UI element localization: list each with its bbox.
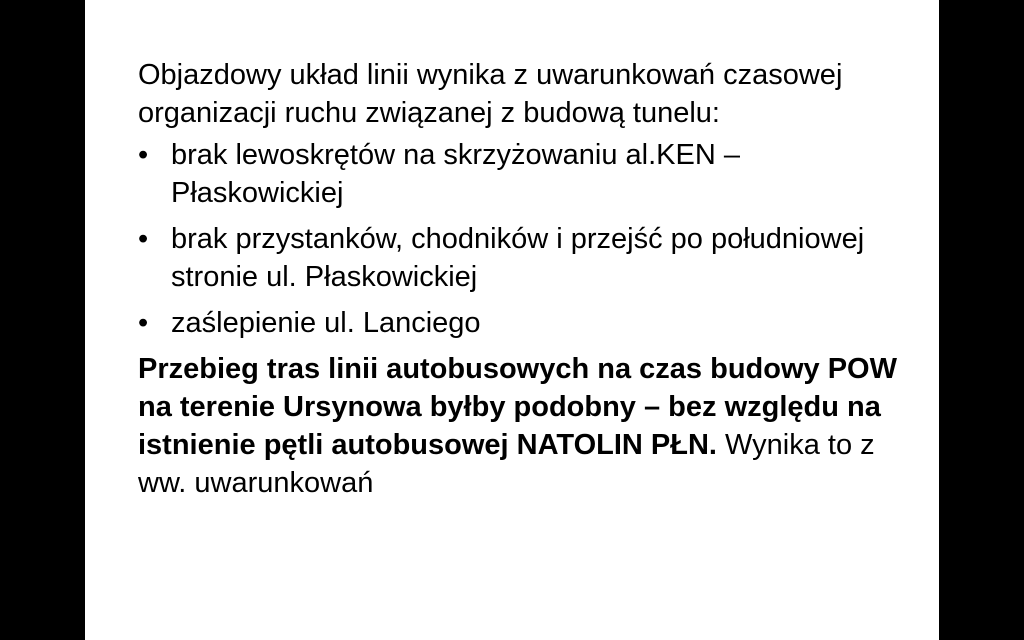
bullet-text: zaślepienie ul. Lanciego xyxy=(171,307,481,339)
bullet-list xyxy=(138,136,918,342)
closing-paragraph xyxy=(138,350,918,502)
bullet-item xyxy=(138,304,918,342)
bullet-text: brak lewoskrętów na skrzyżowaniu al.KEN – Płaskowickiej xyxy=(171,139,740,209)
bullet-dot-icon: • xyxy=(138,307,149,339)
slide-canvas xyxy=(85,0,939,640)
bullet-text: brak przystanków, chodników i przejść po południowej stronie ul. Płaskowickiej xyxy=(171,223,865,293)
closing-bold-text: Przebieg tras linii autobusowych na czas budowy POW na terenie Ursynowa byłby podobny – bez względu na istnienie pętli autobusowej NATOLIN PŁN. xyxy=(138,353,897,461)
bullet-item xyxy=(138,136,918,212)
intro-paragraph: Objazdowy układ linii wynika z uwarunkowań czasowej organizacji ruchu związanej z budową tunelu: xyxy=(138,59,843,129)
bullet-dot-icon: • xyxy=(138,223,149,255)
bullet-dot-icon: • xyxy=(138,139,149,171)
closing-regular-text: Wynika to z ww. uwarunkowań xyxy=(138,429,875,499)
slide-body xyxy=(138,56,918,502)
bullet-item xyxy=(138,220,918,296)
